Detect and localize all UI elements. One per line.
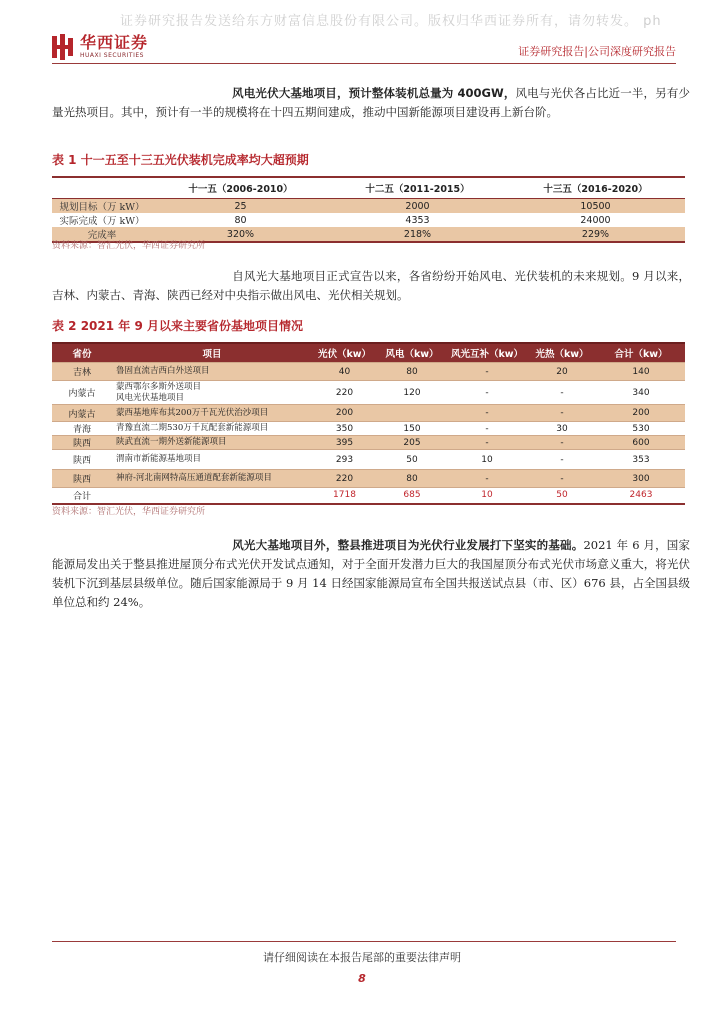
province-cell: 陕西 <box>52 450 112 470</box>
province-cell: 合计 <box>52 488 112 504</box>
table-cell: - <box>527 381 597 405</box>
row-label: 完成率 <box>52 227 152 242</box>
paragraph-3 <box>52 536 690 612</box>
table-cell: 229% <box>506 227 685 242</box>
logo-english-name: HUAXI SECURITIES <box>80 52 144 59</box>
province-cell: 陕西 <box>52 470 112 488</box>
table-row <box>52 422 685 436</box>
table-row <box>52 470 685 488</box>
footer-divider <box>52 941 676 942</box>
table-cell: 10500 <box>506 199 685 214</box>
table-cell: 293 <box>312 450 377 470</box>
table-cell <box>377 405 447 422</box>
table-cell: 340 <box>597 381 685 405</box>
company-logo <box>52 34 148 60</box>
total-cell: 685 <box>377 488 447 504</box>
table-1-title: 表 1 十一五至十三五光伏装机完成率均大超预期 <box>52 153 309 167</box>
project-cell: 鲁固直流吉西白外送项目 <box>112 363 312 381</box>
project-cell <box>112 488 312 504</box>
total-cell: 50 <box>527 488 597 504</box>
watermark: 证券研究报告发送给东方财富信息股份有限公司。版权归华西证券所有，请勿转发。 ph <box>120 14 662 29</box>
project-cell: 陕武直流一期外送新能源项目 <box>112 436 312 450</box>
table-cell: - <box>447 422 527 436</box>
table-cell: 4353 <box>405 214 430 226</box>
table-cell: 200 <box>597 405 685 422</box>
table-cell: 80 <box>377 470 447 488</box>
header-divider <box>52 63 676 64</box>
paragraph-3-bold: 风光大基地项目外，整县推进项目为光伏行业发展打下坚实的基础。 <box>232 538 584 552</box>
table-cell: - <box>447 363 527 381</box>
table-cell: 24000 <box>580 214 611 226</box>
province-cell: 陕西 <box>52 436 112 450</box>
table-cell: 120 <box>377 381 447 405</box>
province-cell: 青海 <box>52 422 112 436</box>
table-cell: - <box>527 470 597 488</box>
table-2-header: 风光互补（kw） <box>447 343 527 363</box>
table-row <box>52 436 685 450</box>
page-number: 8 <box>358 972 366 985</box>
table-cell: - <box>447 381 527 405</box>
table-cell: 80 <box>377 363 447 381</box>
table-1-header: 十一五（2006-2010） <box>152 177 329 199</box>
project-cell: 神府-河北南网特高压通道配套新能源项目 <box>112 470 312 488</box>
table-cell: 353 <box>597 450 685 470</box>
row-label: 实际完成（万 kW） <box>59 216 145 227</box>
total-cell: 1718 <box>312 488 377 504</box>
table-cell: - <box>527 450 597 470</box>
table-cell: 395 <box>312 436 377 450</box>
table-1-source: 资料来源：智汇光伏，华西证券研究所 <box>52 241 206 251</box>
table-2-title: 表 2 2021 年 9 月以来主要省份基地项目情况 <box>52 319 303 333</box>
table-cell: 20 <box>527 363 597 381</box>
table-1-header-blank <box>52 177 152 199</box>
table-cell: 2000 <box>329 199 506 214</box>
table-cell: 218% <box>329 227 506 242</box>
table-row <box>52 381 685 405</box>
paragraph-2-text: 自风光大基地项目正式宣告以来，各省纷纷开始风电、光伏装机的未来规划。9 月以来，吉林、内蒙古、青海、陕西已经对中央指示做出风电、光伏相关规划。 <box>52 269 690 302</box>
table-cell: 200 <box>312 405 377 422</box>
table-cell: 600 <box>597 436 685 450</box>
table-cell: 25 <box>152 199 329 214</box>
paragraph-1-text: 风电与光伏各占比近一半，另有少量光热项目。其中，预计有一半的规模将在十四五期间建成，推动中国新能源项目建设再上新台阶。 <box>52 86 690 119</box>
table-cell: - <box>527 436 597 450</box>
table-row <box>52 199 685 214</box>
table-row <box>52 213 685 227</box>
table-2-header: 风电（kw） <box>377 343 447 363</box>
project-cell: 蒙西鄂尔多斯外送项目 风电光伏基地项目 <box>112 381 312 405</box>
table-cell: 140 <box>597 363 685 381</box>
province-cell: 吉林 <box>52 363 112 381</box>
table-cell: 220 <box>312 381 377 405</box>
paragraph-2 <box>52 267 690 305</box>
table-1-header: 十三五（2016-2020） <box>506 177 685 199</box>
table-cell: - <box>447 470 527 488</box>
paragraph-1 <box>52 84 690 122</box>
row-label: 规划目标（万 kW） <box>52 199 152 214</box>
table-total-row <box>52 488 685 504</box>
province-cell: 内蒙古 <box>52 381 112 405</box>
paragraph-3-text: 2021 年 6 月，国家能源局发出关于整县推进屋顶分布式光伏开发试点通知，对于全面开发潜力巨大的我国屋顶分布式光伏市场意义重大，将光伏装机下沉到基层县级单位。随后国家能源局于 9 月 14 日经国家能源局宣布全国共报送试点县（市、区）676 县，占全国县级单位总和约 24%。 <box>52 538 690 609</box>
table-2-source: 资料来源：智汇光伏，华西证券研究所 <box>52 507 206 517</box>
logo-chinese-name: 华西证券 <box>80 33 149 52</box>
table-2-header: 光伏（kw） <box>312 343 377 363</box>
report-type: 证券研究报告|公司深度研究报告 <box>518 45 676 58</box>
table-cell: 530 <box>597 422 685 436</box>
table-cell: 350 <box>312 422 377 436</box>
table-2-header: 光热（kw） <box>527 343 597 363</box>
table-cell: 320% <box>152 227 329 242</box>
table-cell: 40 <box>312 363 377 381</box>
project-cell: 青豫直流二期530万千瓦配套新能源项目 <box>112 422 312 436</box>
table-cell: 30 <box>527 422 597 436</box>
paragraph-1-bold: 风电光伏大基地项目，预计整体装机总量为 400GW， <box>232 86 516 100</box>
table-1-header: 十二五（2011-2015） <box>329 177 506 199</box>
total-cell: 2463 <box>597 488 685 504</box>
table-1 <box>52 176 685 243</box>
table-row <box>52 450 685 470</box>
table-cell: - <box>447 405 527 422</box>
table-2 <box>52 342 685 505</box>
table-cell: - <box>447 436 527 450</box>
table-2-header: 合计（kw） <box>597 343 685 363</box>
huaxi-logo-icon <box>52 34 74 60</box>
table-2-header: 项目 <box>112 343 312 363</box>
table-cell: 50 <box>377 450 447 470</box>
table-cell: 150 <box>377 422 447 436</box>
project-cell: 渭南市新能源基地项目 <box>112 450 312 470</box>
table-cell: 80 <box>234 214 247 226</box>
table-cell: 300 <box>597 470 685 488</box>
project-cell: 蒙西基地库布其200万千瓦光伏治沙项目 <box>112 405 312 422</box>
table-cell: 10 <box>447 450 527 470</box>
table-row <box>52 363 685 381</box>
province-cell: 内蒙古 <box>52 405 112 422</box>
table-row <box>52 405 685 422</box>
table-cell: 205 <box>377 436 447 450</box>
total-cell: 10 <box>447 488 527 504</box>
table-cell: 220 <box>312 470 377 488</box>
legal-disclaimer: 请仔细阅读在本报告尾部的重要法律声明 <box>263 951 461 964</box>
table-cell: - <box>527 405 597 422</box>
table-2-header: 省份 <box>52 343 112 363</box>
